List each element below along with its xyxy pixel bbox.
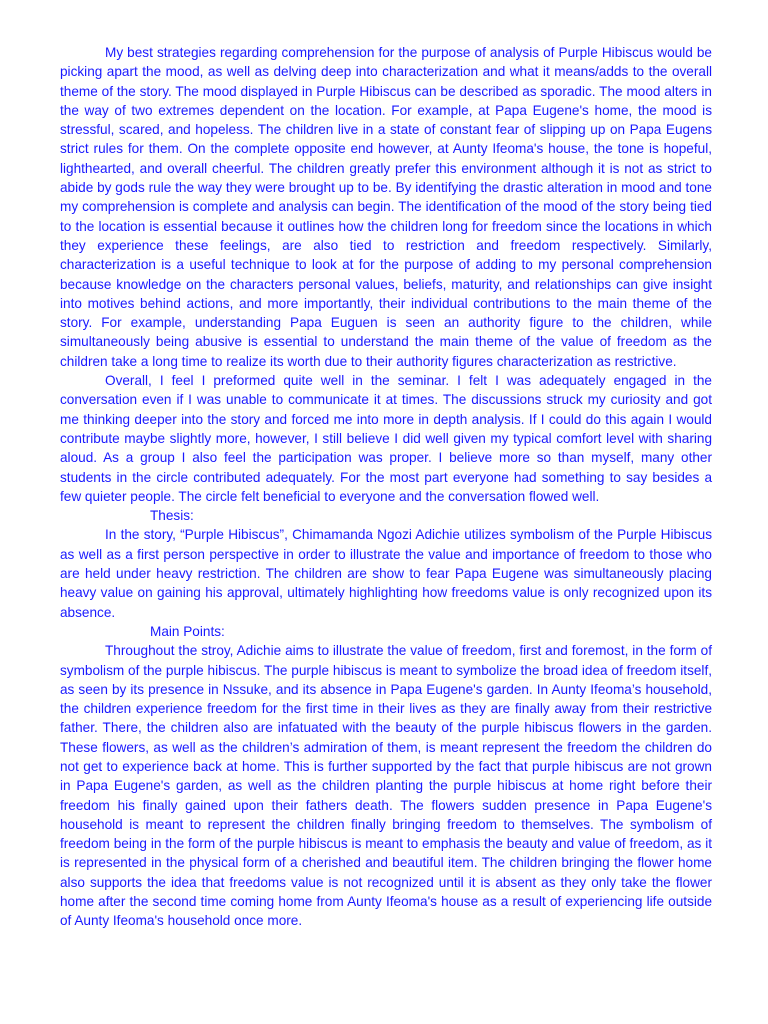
- document-page: [60, 43, 712, 931]
- comprehension-strategies-paragraph: My best strategies regarding comprehension for the purpose of analysis of Purple Hibiscus would be picking apart the mood, as well as delving deep into characterization and what it means/adds to the overall theme of the story. The mood displayed in Purple Hibiscus can be described as sporadic. The mood alters in the way of two extremes dependent on the location. For example, at Papa Eugene's home, the mood is stressful, scared, and hopeless. The children live in a state of constant fear of slipping up on Papa Eugens strict rules for them. On the complete opposite end however, at Aunty Ifeoma's house, the tone is hopeful, lighthearted, and overall cheerful. The children greatly prefer this environment although it is not as strict to abide by gods rule the way they were brought up to be. By identifying the drastic alteration in mood and tone my comprehension is complete and analysis can begin. The identification of the mood of the story being tied to the location is essential because it outlines how the children long for freedom since the locations in which they experience these feelings, are also tied to restriction and freedom respectively. Similarly, characterization is a useful technique to look at for the purpose of adding to my personal comprehension because knowledge on the characters personal values, beliefs, maturity, and relationships can give insight into motives behind actions, and more importantly, their individual contributions to the main theme of the story. For example, understanding Papa Euguen is seen an authority figure to the children, while simultaneously being abusive is essential to understand the main theme of the value of freedom as the children take a long time to realize its worth due to their authority figures characterization as restrictive.: [60, 45, 712, 369]
- seminar-reflection-paragraph: Overall, I feel I preformed quite well in the seminar. I felt I was adequately engaged in the conversation even if I was unable to communicate it at times. The discussions struck my curiosity and got me thinking deeper into the story and forced me into more in depth analysis. If I could do this again I would contribute maybe slightly more, however, I still believe I did well given my typical comfort level with sharing aloud. As a group I also feel the participation was proper. I believe more so than myself, many other students in the circle contributed adequately. For the most part everyone had something to say besides a few quieter people. The circle felt beneficial to everyone and the conversation flowed well.: [60, 373, 712, 504]
- main-points-paragraph: Throughout the stroy, Adichie aims to illustrate the value of freedom, first and foremost, in the form of symbolism of the purple hibiscus. The purple hibiscus is meant to symbolize the broad idea of freedom itself, as seen by its presence in Nssuke, and its absence in Papa Eugene's garden. In Aunty Ifeoma’s household, the children experience freedom for the first time in their lives as they are finally away from their restrictive father. There, the children also are infatuated with the beauty of the purple hibiscus flowers in the garden. These flowers, as well as the children’s admiration of them, is meant represent the freedom the children do not get to experience back at home. This is further supported by the fact that purple hibiscus are not grown in Papa Eugene's garden, as well as the children planting the purple hibiscus at home right before their freedom his finally gained upon their fathers death. The flowers sudden presence in Papa Eugene's household is meant to represent the children finally bringing freedom to themselves. The symbolism of freedom being in the form of the purple hibiscus is meant to emphasis the beauty and value of freedom, as it is represented in the physical form of a cherished and beautiful item. The children bringing the flower home also supports the idea that freedoms value is not recognized until it is absent as they only take the flower home after the second time coming home from Aunty Ifeoma's house as a result of experiencing life outside of Aunty Ifeoma's household once more.: [60, 643, 712, 929]
- thesis-paragraph: In the story, “Purple Hibiscus”, Chimamanda Ngozi Adichie utilizes symbolism of the Purple Hibiscus as well as a first person perspective in order to illustrate the value and importance of freedom to those who are held under heavy restriction. The children are show to fear Papa Eugene was simultaneously placing heavy value on gaining his approval, ultimately highlighting how freedoms value is only recognized upon its absence.: [60, 527, 712, 620]
- thesis-heading: Thesis:: [150, 508, 194, 524]
- main-points-heading: Main Points:: [150, 623, 225, 639]
